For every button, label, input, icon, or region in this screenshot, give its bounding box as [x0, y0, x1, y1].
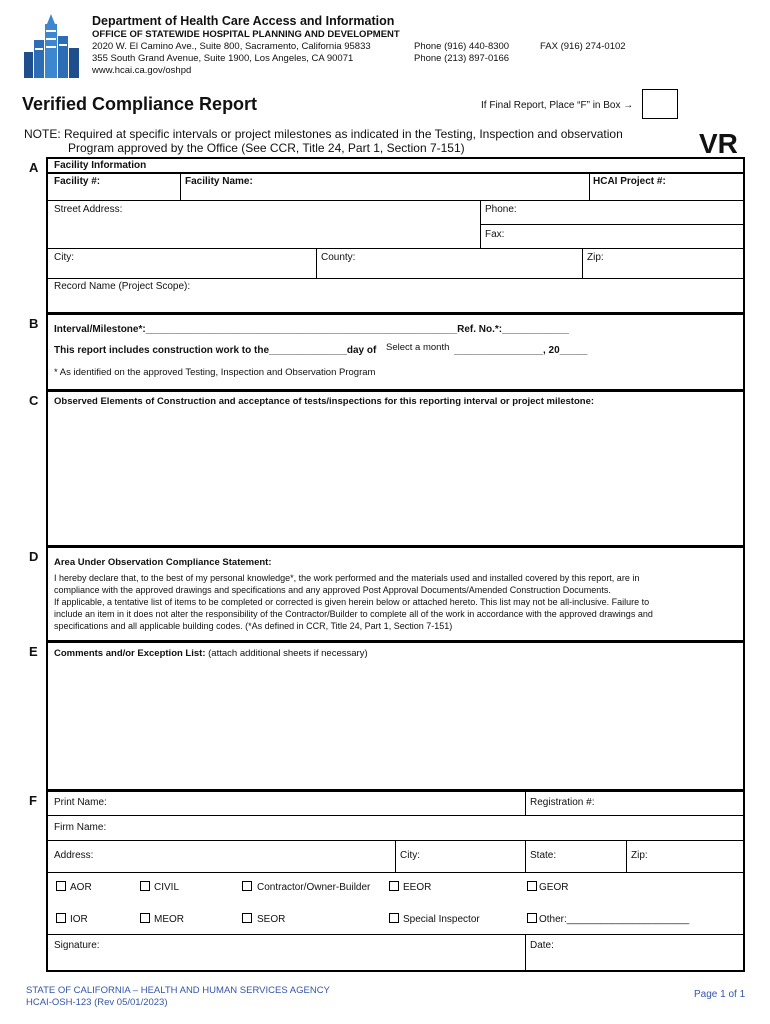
- section-d-letter: D: [29, 549, 39, 564]
- print-name-field[interactable]: Print Name:: [54, 797, 107, 808]
- aor-label: AOR: [70, 882, 92, 893]
- section-e[interactable]: [46, 641, 745, 791]
- zip-field[interactable]: Zip:: [587, 252, 604, 263]
- final-report-label: If Final Report, Place “F” in Box →: [481, 100, 634, 111]
- geor-label: GEOR: [539, 882, 569, 893]
- street-address-field[interactable]: Street Address:: [54, 204, 123, 215]
- month-select[interactable]: Select a month: [386, 342, 450, 353]
- seor-checkbox[interactable]: [242, 913, 252, 923]
- comments-heading: Comments and/or Exception List:: [54, 648, 206, 659]
- interval-footnote: * As identified on the approved Testing, Inspection and Observation Program: [54, 367, 376, 378]
- county-field[interactable]: County:: [321, 252, 356, 263]
- state-field[interactable]: State:: [530, 850, 557, 861]
- fax-field[interactable]: Fax:: [485, 229, 505, 240]
- city-field-f[interactable]: City:: [400, 850, 420, 861]
- office-name: OFFICE OF STATEWIDE HOSPITAL PLANNING AND DEVELOPMENT: [92, 29, 400, 40]
- hcai-logo: [22, 12, 82, 80]
- eeor-checkbox[interactable]: [389, 881, 399, 891]
- phone-sacramento: Phone (916) 440-8300: [414, 41, 510, 52]
- compliance-text-5: specifications and all applicable building codes. (*As defined in CCR, Title 24, Part 1, Section 7-151): [54, 621, 453, 631]
- comments-note: (attach additional sheets if necessary): [208, 648, 368, 659]
- facility-number-field[interactable]: Facility #:: [54, 176, 101, 187]
- form-title: Verified Compliance Report: [22, 94, 258, 114]
- contractor-checkbox[interactable]: [242, 881, 252, 891]
- footer-page-number: Page 1 of 1: [694, 989, 746, 1000]
- section-a-letter: A: [29, 160, 39, 175]
- hcai-project-field[interactable]: HCAI Project #:: [593, 176, 666, 187]
- zip-field-f[interactable]: Zip:: [631, 850, 648, 861]
- ior-label: IOR: [70, 914, 88, 925]
- department-name: Department of Health Care Access and Information: [92, 14, 395, 28]
- section-c[interactable]: [46, 390, 745, 547]
- facility-info-heading: Facility Information: [54, 160, 147, 171]
- phone-los-angeles: Phone (213) 897-0166: [414, 53, 510, 64]
- address-sacramento: 2020 W. El Camino Ave., Suite 800, Sacramento, California 95833: [92, 41, 371, 52]
- seor-label: SEOR: [257, 914, 286, 925]
- meor-label: MEOR: [154, 914, 184, 925]
- compliance-text-2: compliance with the approved drawings and specifications and any approved Post Approval Documents/Amended Construction Documents.: [54, 585, 611, 595]
- footer-agency: STATE OF CALIFORNIA – HEALTH AND HUMAN SERVICES AGENCY: [26, 985, 330, 996]
- contractor-label: Contractor/Owner-Builder: [257, 882, 371, 893]
- firm-name-field[interactable]: Firm Name:: [54, 822, 107, 833]
- special-inspector-checkbox[interactable]: [389, 913, 399, 923]
- record-name-field[interactable]: Record Name (Project Scope):: [54, 281, 191, 292]
- section-c-letter: C: [29, 393, 39, 408]
- address-los-angeles: 355 South Grand Avenue, Suite 1900, Los Angeles, CA 90071: [92, 53, 354, 64]
- civil-checkbox[interactable]: [140, 881, 150, 891]
- vr-mark: VR: [699, 128, 738, 159]
- other-label[interactable]: Other:______________________: [539, 914, 690, 925]
- compliance-text-1: I hereby declare that, to the best of my personal knowledge*, the work performed and the materials used and installed covered by this report, are in: [54, 573, 640, 583]
- website: www.hcai.ca.gov/oshpd: [92, 65, 192, 76]
- civil-label: CIVIL: [154, 882, 180, 893]
- eeor-label: EEOR: [403, 882, 432, 893]
- aor-checkbox[interactable]: [56, 881, 66, 891]
- phone-field[interactable]: Phone:: [485, 204, 517, 215]
- geor-checkbox[interactable]: [527, 881, 537, 891]
- special-inspector-label: Special Inspector: [403, 914, 480, 925]
- section-e-letter: E: [29, 644, 38, 659]
- date-field[interactable]: Date:: [530, 940, 554, 951]
- meor-checkbox[interactable]: [140, 913, 150, 923]
- compliance-text-3: If applicable, a tentative list of items to be completed or corrected is given herein below or attached hereto. This list may not be all-inclusive. Failure to: [54, 597, 650, 607]
- note-line-1: NOTE: Required at specific intervals or project milestones as indicated in the Testing, Inspection and observation: [24, 127, 623, 141]
- ior-checkbox[interactable]: [56, 913, 66, 923]
- other-checkbox[interactable]: [527, 913, 537, 923]
- compliance-text-4: include an item in it does not alter the responsibility of the Contractor/Builder to complete all of the work in accordance with the approved drawings and: [54, 609, 653, 619]
- section-b-letter: B: [29, 316, 39, 331]
- fax-number: FAX (916) 274-0102: [540, 41, 626, 52]
- observed-elements-heading: Observed Elements of Construction and acceptance of tests/inspections for this reporting interval or project milestone:: [54, 396, 595, 407]
- compliance-statement-heading: Area Under Observation Compliance Statement:: [54, 557, 272, 568]
- interval-milestone-field[interactable]: Interval/Milestone*:________________________________________________________Ref. No.*:____________: [54, 324, 569, 335]
- final-report-box[interactable]: [642, 89, 678, 119]
- registration-field[interactable]: Registration #:: [530, 797, 595, 808]
- footer-form-number: HCAI-OSH-123 (Rev 05/01/2023): [26, 997, 168, 1008]
- report-work-suffix[interactable]: ________________, 20_____: [454, 345, 588, 356]
- note-line-2: Program approved by the Office (See CCR, Title 24, Part 1, Section 7-151): [68, 141, 465, 155]
- address-field[interactable]: Address:: [54, 850, 94, 861]
- signature-field[interactable]: Signature:: [54, 940, 100, 951]
- section-f-letter: F: [29, 793, 37, 808]
- report-work-prefix: This report includes construction work to the______________day of: [54, 345, 377, 356]
- city-field[interactable]: City:: [54, 252, 74, 263]
- facility-name-field[interactable]: Facility Name:: [185, 176, 253, 187]
